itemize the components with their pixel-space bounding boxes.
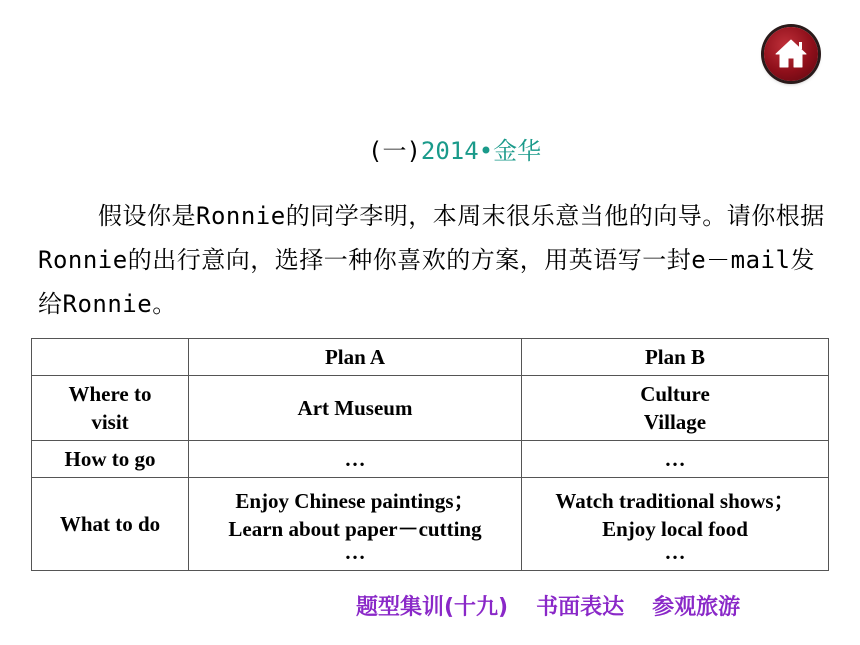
cell-plan-b-what bbox=[522, 478, 829, 571]
table-row bbox=[32, 441, 829, 478]
cell-line: Village bbox=[643, 410, 707, 434]
cell-plan-a-what bbox=[189, 478, 522, 571]
cell-line: Enjoy local food bbox=[602, 517, 748, 541]
table-row bbox=[32, 376, 829, 441]
footer-section: 题型集训(十九) bbox=[356, 595, 509, 620]
home-button[interactable] bbox=[764, 27, 818, 81]
cell-line: Learn about paper－cutting bbox=[228, 517, 482, 541]
header-cell-plan-a: Plan A bbox=[189, 339, 522, 376]
row-label-what bbox=[32, 478, 189, 571]
cell-plan-b-where bbox=[522, 376, 829, 441]
label-line: visit bbox=[91, 410, 129, 434]
cell-line: … bbox=[344, 447, 366, 471]
header-cell-plan-b: Plan B bbox=[522, 339, 829, 376]
plans-table bbox=[31, 338, 829, 571]
cell-line: Culture bbox=[640, 382, 710, 406]
cell-line: Watch traditional shows； bbox=[555, 489, 795, 513]
cell-line: … bbox=[664, 540, 686, 564]
cell-line: … bbox=[664, 447, 686, 471]
slide-footer bbox=[356, 590, 740, 621]
header-cell-empty bbox=[32, 339, 189, 376]
label-line: How to go bbox=[64, 447, 156, 471]
source-place: 金华 bbox=[493, 137, 542, 165]
home-icon bbox=[773, 36, 809, 72]
cell-line: Art Museum bbox=[297, 396, 413, 420]
footer-topic: 书面表达 bbox=[536, 595, 625, 620]
cell-plan-a-where bbox=[189, 376, 522, 441]
source-tag: (一) bbox=[368, 137, 421, 165]
cell-plan-b-how bbox=[522, 441, 829, 478]
cell-line: Enjoy Chinese paintings； bbox=[235, 489, 475, 513]
table-row bbox=[32, 478, 829, 571]
row-label-where bbox=[32, 376, 189, 441]
table-header-row bbox=[32, 339, 829, 376]
cell-line: … bbox=[344, 540, 366, 564]
source-dot: • bbox=[478, 137, 494, 165]
source-year: 2014 bbox=[420, 137, 479, 165]
label-line: What to do bbox=[59, 512, 161, 536]
label-line: Where to bbox=[68, 382, 152, 406]
question-source bbox=[368, 131, 541, 166]
footer-subtopic: 参观旅游 bbox=[652, 595, 741, 620]
row-label-how bbox=[32, 441, 189, 478]
writing-prompt: 假设你是Ronnie的同学李明，本周末很乐意当他的向导。请你根据Ronnie的出行意向，选择一种你喜欢的方案，用英语写一封e－mail发给Ronnie。 bbox=[38, 202, 825, 318]
cell-plan-a-how bbox=[189, 441, 522, 478]
